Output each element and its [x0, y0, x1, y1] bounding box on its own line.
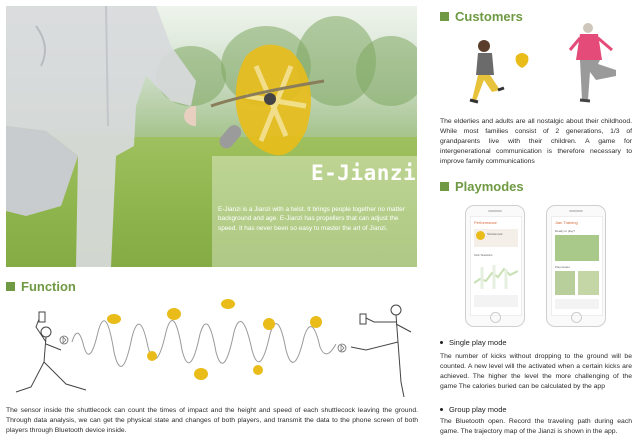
group-mode-label: Group play mode	[449, 405, 507, 414]
hero-image	[6, 6, 417, 267]
screen-footer	[474, 295, 518, 307]
group-mode-title	[440, 405, 507, 414]
customers-text: The elderlies and adults are all nostalgic about their childhood. While most families consist of 2 generations, 1/3 of grandparents live with their children. A game for intergenerational communication is therefore necessary to improve family communications	[440, 118, 632, 165]
function-heading-label: Function	[21, 279, 76, 294]
screen-label: Playmodes	[555, 265, 570, 269]
single-mode-label: Single play mode	[449, 338, 507, 347]
phone-screen	[470, 216, 522, 316]
customers-illustration	[440, 20, 632, 115]
phone-screen	[551, 216, 603, 316]
function-text: The sensor inside the shuttlecock can count the times of impact and the height and speed of each shuttlecock leaving the ground. Through data analysis, we can get the physical state and changes of both players, and transmit the data to the phone screen of both players through Bluetooth device inside.	[6, 407, 418, 434]
playmodes-heading	[440, 179, 524, 194]
background-tree	[356, 36, 417, 106]
bluetooth-icon	[338, 344, 346, 352]
screen-title: Performance	[474, 220, 497, 225]
single-mode-title	[440, 338, 507, 347]
player-figure	[6, 6, 196, 267]
screen-title: Jian Training	[555, 220, 578, 225]
playmodes-heading-label: Playmodes	[455, 179, 524, 194]
phone-home-button	[571, 312, 582, 323]
bullet-icon	[440, 341, 443, 344]
hero-title: E-Jianzi	[311, 161, 417, 185]
bluetooth-icon	[60, 336, 68, 344]
phone-mockup-performance	[465, 205, 525, 327]
player-sketch-left	[16, 312, 86, 392]
shuttlecock-icon	[206, 36, 326, 166]
heading-square-icon	[6, 282, 15, 291]
mode-thumbnail	[578, 271, 599, 295]
screen-label: Shuttlecock	[487, 232, 503, 236]
mode-thumbnail	[555, 271, 575, 295]
single-mode-text: The number of kicks without dropping to the ground will be counted. A new level will the activated when a certain kicks are achieved. The higher the level the more challenging of the game The calories buried can be calculated by the app	[440, 353, 632, 390]
screen-label: Kick Statistics	[474, 253, 493, 257]
shuttlecock-icon	[476, 231, 485, 240]
stats-graph	[474, 259, 518, 289]
heading-square-icon	[440, 182, 449, 191]
phone-mockup-training	[546, 205, 606, 327]
phone-home-button	[490, 312, 501, 323]
phone-speaker	[488, 210, 502, 212]
function-illustration	[6, 292, 418, 402]
screen-footer	[555, 299, 599, 309]
bullet-icon	[440, 408, 443, 411]
phone-speaker	[569, 210, 583, 212]
group-mode-text: The Bluetooth open. Record the traveling path during each game. The trajectory map of the Jianzi is shown in the app.	[440, 418, 632, 435]
customers-heading-label: Customers	[455, 9, 523, 24]
hero-description: E-Jianzi is a Jianzi with a twist. It brings people together no matter background and age. E-Jianzi has propellers that can adjust the speed. It has never been so easy to master the art of Jianzi.	[218, 206, 405, 232]
signal-wave	[72, 320, 336, 366]
screen-label: Ready to play?	[555, 229, 576, 233]
screen-photo	[555, 235, 599, 261]
player-sketch-right	[351, 305, 411, 397]
shuttlecock-icons	[107, 299, 322, 380]
